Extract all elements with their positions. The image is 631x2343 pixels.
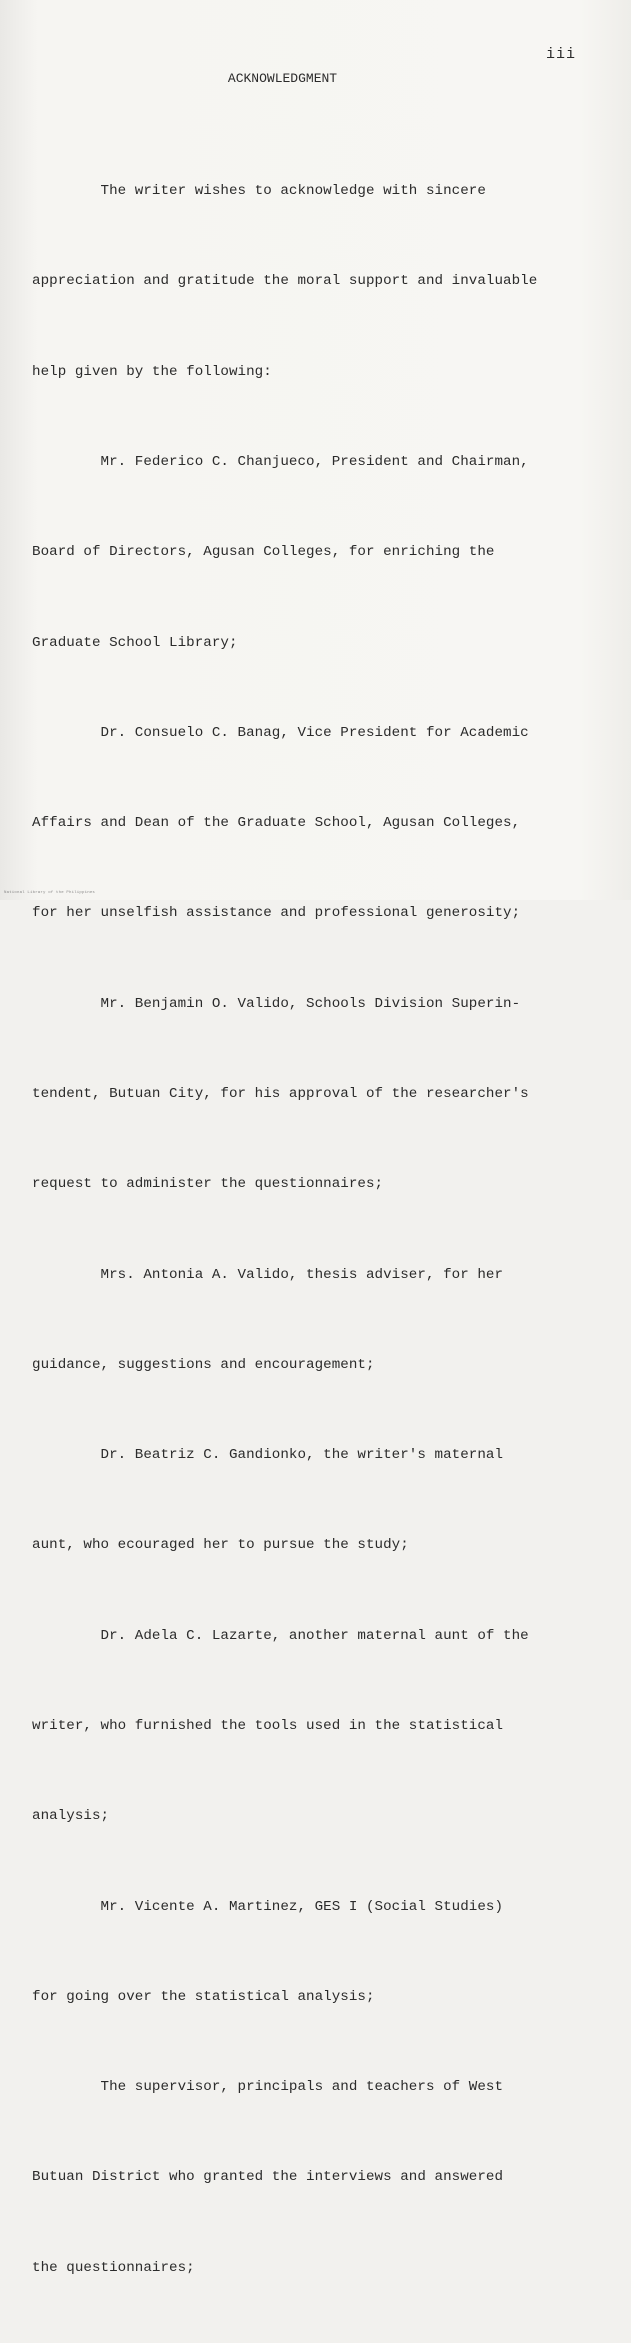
text-line: Mr. Federico C. Chanjueco, President and Chairman,: [32, 454, 529, 471]
text-line: Board of Directors, Agusan Colleges, for enriching the: [32, 544, 495, 561]
text-line: appreciation and gratitude the moral support and invaluable: [32, 273, 538, 290]
text-line: request to administer the questionnaires;: [32, 1176, 384, 1193]
library-footer: National Library of the Philippines: [4, 891, 96, 895]
text-line: help given by the following:: [32, 363, 272, 380]
text-line: for her unselfish assistance and professional generosity;: [32, 905, 521, 922]
text-line: writer, who furnished the tools used in the statistical: [32, 1717, 504, 1734]
page-title: ACKNOWLEDGMENT: [227, 71, 338, 86]
acknowledgment-body: [32, 116, 592, 2343]
text-line: Dr. Consuelo C. Banag, Vice President for Academic: [32, 724, 529, 741]
text-line: Graduate School Library;: [32, 634, 238, 651]
text-line: Dr. Beatriz C. Gandionko, the writer's maternal: [32, 1447, 504, 1464]
text-line: for going over the statistical analysis;: [32, 1988, 375, 2005]
text-line: Mr. Benjamin O. Valido, Schools Division Superin-: [32, 995, 521, 1012]
text-line: Affairs and Dean of the Graduate School, Agusan Colleges,: [32, 815, 521, 832]
text-line: The writer wishes to acknowledge with sincere: [32, 183, 486, 200]
text-line: the questionnaires;: [32, 2259, 195, 2276]
text-line: guidance, suggestions and encouragement;: [32, 1356, 375, 1373]
text-line: tendent, Butuan City, for his approval of the researcher's: [32, 1086, 529, 1102]
text-line: Dr. Adela C. Lazarte, another maternal aunt of the: [32, 1627, 529, 1644]
text-line: The supervisor, principals and teachers of West: [32, 2079, 504, 2096]
page-number: iii: [546, 46, 577, 63]
text-line: Butuan District who granted the interviews and answered: [32, 2169, 504, 2186]
text-line: aunt, who ecouraged her to pursue the study;: [32, 1537, 409, 1554]
text-line: Mr. Vicente A. Martinez, GES I (Social Studies): [32, 1898, 504, 1915]
text-line: analysis;: [32, 1808, 110, 1825]
text-line: Mrs. Antonia A. Valido, thesis adviser, for her: [32, 1266, 504, 1283]
